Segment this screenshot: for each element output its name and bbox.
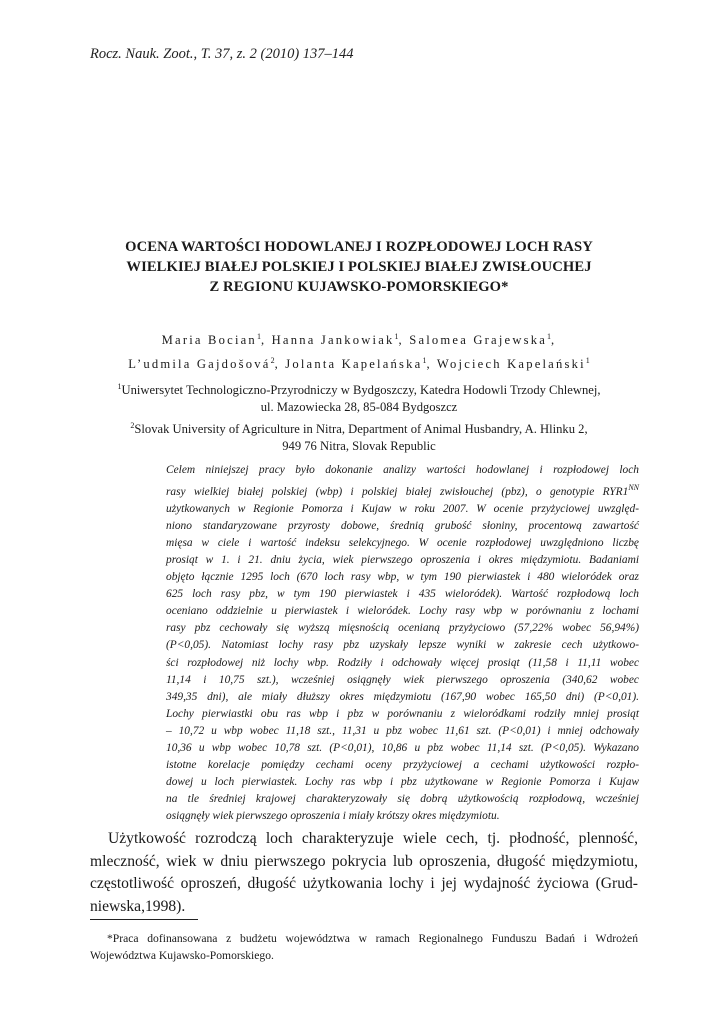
abstract-line: 349,35 dni), ale miały dłuższy okres międzymiotu (167,90 wobec 165,50 dni) (P<0,01). [166, 690, 639, 703]
author-name: Jolanta Kapelańska [285, 356, 423, 371]
affiliation-mark: 1 [256, 332, 261, 341]
title-line: Z REGIONU KUJAWSKO-POMORSKIEGO* [209, 279, 509, 295]
abstract-line [166, 479, 639, 501]
affiliation-line [70, 417, 648, 438]
affiliation-mark: 1 [394, 332, 399, 341]
footnote-line: Województwa Kujawsko-Pomorskiego. [90, 949, 274, 962]
affiliation-mark: 2 [270, 355, 275, 365]
abstract [166, 462, 639, 825]
body-line: częstotliwość oproszeń, długość użytkowania lochy i jej wydajność życiowa (Grud- [90, 875, 638, 892]
abstract-line: Celem niniejszej pracy było dokonanie analizy wartości hodowlanej i rozpłodowej loch [166, 464, 639, 476]
journal-citation: Rocz. Nauk. Zoot., T. 37, z. 2 (2010) 137–144 [90, 46, 354, 62]
author-separator: , [426, 356, 437, 371]
abstract-line: objęto łącznie 1295 loch (670 loch rasy wbp, w tym 190 pierwiastek i 480 wieloródek oraz [166, 571, 639, 584]
abstract-line: 11,14 i 10,75 szt.), wcześniej osiągnęły wiek pierwszego oproszenia (340,62 wobec [166, 673, 639, 686]
affiliation-line: ul. Mazowiecka 28, 85-084 Bydgoszcz [260, 400, 458, 415]
abstract-line: – 10,72 u wbp wobec 11,18 szt., 11,31 u pbz wobec 11,61 szt. (P<0,01) i mniej odchowały [166, 724, 639, 737]
abstract-line: osiągnęły wiek pierwszego oproszenia i miały krótszy okres międzymiotu. [166, 809, 500, 822]
author-separator: , [398, 333, 410, 347]
abstract-line: mięsa w ciele i wartość indeksu selekcyjnego. W ocenie rozpłodowej uwzględniono liczbę [166, 537, 639, 550]
author-line [70, 351, 648, 375]
abstract-line: użytkowanych w Regionie Pomorza i Kujaw w roku 2007. W ocenie przyżyciowej uwzględ- [166, 503, 639, 516]
abstract-line: ści rozpłodowej niż lochy wbp. Rodziły i odchowały więcej prosiąt (11,58 i 11,11 wobec [166, 656, 639, 669]
abstract-line: rasy pbz cechowały się wyższą mięsnością ocenianą przyżyciowo (57,22% wobec 56,94%) [166, 622, 639, 635]
footnote-divider [90, 919, 198, 920]
abstract-line: dowej u loch pierwiastek. Lochy ras wbp i pbz użytkowane w Regionie Pomorza i Kujaw [166, 775, 639, 788]
affiliation-line: 949 76 Nitra, Slovak Republic [282, 438, 436, 453]
body-line: niewska,1998). [90, 897, 186, 915]
affiliation-mark: 1 [585, 355, 590, 365]
affiliation-mark: 1 [422, 355, 427, 365]
affiliation-mark: 1 [117, 382, 122, 391]
abstract-line: niono standaryzowane przyrosty dobowe, średnią grubość słoniny, procentową zawartość [166, 520, 639, 533]
author-name: Hanna Jankowiak [271, 333, 395, 347]
author-separator: , [551, 333, 557, 347]
author-name: Wojciech Kapelański [436, 356, 586, 371]
author-list [70, 327, 648, 374]
affiliation-text: Uniwersytet Technologiczno-Przyrodniczy w Bydgoszczy, Katedra Hodowli Trzody Chlewnej, [121, 383, 601, 397]
affiliation-mark: 2 [130, 420, 135, 430]
abstract-line: 10,36 u wbp wobec 10,78 szt. (P<0,01), 10,86 u pbz wobec 11,14 szt. (P<0,05). Wykazano [166, 741, 639, 754]
author-name: L’udmila Gajdošová [128, 356, 271, 371]
abstract-line-text: rasy wielkiej białej polskiej (wbp) i polskiej białej zwisłouchej (pbz), o genotypie RYR1 [166, 486, 629, 499]
body-line: mleczność, wiek w dniu pierwszego pokrycia lub oproszenia, długość międzymiotu, [90, 852, 638, 870]
abstract-line: na tle średniej krajowej charakteryzowały się dobrą użytkowością rozpłodową, wcześniej [166, 792, 639, 805]
abstract-line: 625 loch rasy pbz, w tym 190 pierwiastek i 435 wieloródek). Wartość rozpłodową loch [166, 588, 639, 601]
article-title [70, 237, 648, 297]
abstract-line: oceniano oddzielnie u pierwiastek i wieloródek. Lochy rasy wbp w porównaniu z lochami [166, 605, 639, 618]
abstract-line: prosiąt w 1. i 21. dniu życia, wiek pierwszego oproszenia i okres międzymiotu. Badaniami [166, 554, 639, 567]
genotype-superscript: NN [628, 483, 639, 493]
affiliation-mark: 1 [547, 332, 551, 341]
author-name: Salomea Grajewska [409, 333, 547, 347]
author-line [70, 327, 648, 351]
footnote-line: *Praca dofinansowana z budżetu województwa w ramach Regionalnego Funduszu Badań i Wdrożeń [107, 932, 638, 945]
intro-paragraph [90, 828, 638, 918]
title-line: WIELKIEJ BIAŁEJ POLSKIEJ I POLSKIEJ BIAŁEJ ZWISŁOUCHEJ [126, 259, 592, 275]
author-name: Maria Bocian [161, 333, 257, 347]
author-separator: , [274, 356, 286, 371]
abstract-line: Lochy pierwiastki obu ras wbp i pbz w porównaniu z wieloródkami rodziły mniej prosiąt [166, 707, 639, 720]
abstract-line: (P<0,05). Natomiast lochy rasy pbz uzyskały lepsze wyniki w zakresie cech użytkowo- [166, 639, 639, 652]
footnote [90, 930, 638, 964]
abstract-line: istotne korelacje pomiędzy cechami oceny przyżyciowej a cechami użytkowości rozpło- [166, 758, 639, 771]
affiliations [70, 378, 648, 455]
title-line: OCENA WARTOŚCI HODOWLANEJ I ROZPŁODOWEJ LOCH RASY [125, 239, 593, 255]
affiliation-text: Slovak University of Agriculture in Nitra, Department of Animal Husbandry, A. Hlinku 2, [134, 421, 588, 436]
author-separator: , [260, 333, 272, 347]
affiliation-line [70, 378, 648, 399]
body-line: Użytkowość rozrodczą loch charakteryzuje wiele cech, tj. płodność, plenność, [108, 830, 638, 847]
